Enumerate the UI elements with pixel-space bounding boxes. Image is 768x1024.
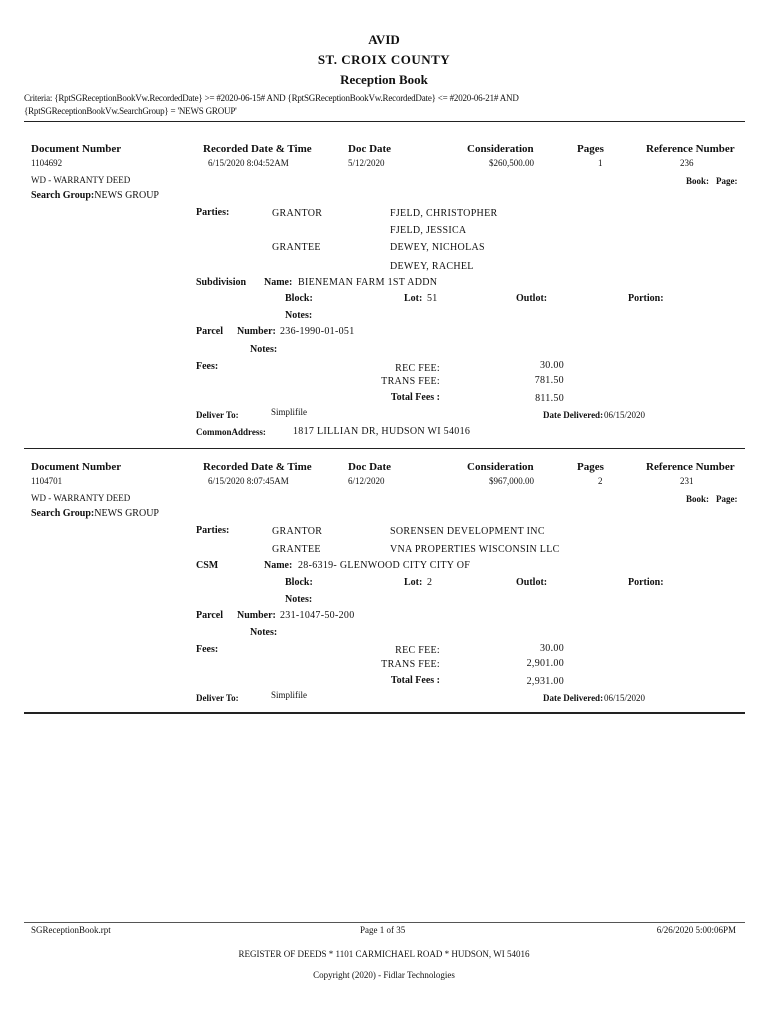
notes-label: Notes:: [285, 594, 313, 605]
fees-label: Fees:: [196, 644, 219, 655]
grantor-name: SORENSEN DEVELOPMENT INC: [390, 526, 545, 537]
rec-fee-label: REC FEE:: [395, 363, 440, 374]
fees-label: Fees:: [196, 361, 219, 372]
doc-date-header: Doc Date: [348, 143, 392, 155]
search-group: [31, 508, 159, 519]
parcel-number: 236-1990-01-051: [280, 326, 355, 337]
recorded-header: Recorded Date & Time: [203, 461, 312, 473]
end-of-records-divider: [24, 712, 745, 714]
doc-type: WD - WARRANTY DEED: [31, 175, 131, 185]
doc-type: WD - WARRANTY DEED: [31, 493, 131, 503]
doc-number-header: Document Number: [31, 461, 122, 473]
search-group-label: Search Group:: [31, 508, 95, 519]
lot-value: 51: [427, 293, 438, 304]
block-label: Block:: [285, 577, 313, 588]
search-group: [31, 190, 159, 201]
total-fees-label: Total Fees :: [390, 392, 440, 403]
deliver-to-label: Deliver To:: [196, 410, 239, 420]
trans-fee-value: 781.50: [534, 375, 564, 386]
county-name: ST. CROIX COUNTY: [317, 52, 451, 67]
copyright: Copyright (2020) - Fidlar Technologies: [313, 970, 455, 980]
outlot-label: Outlot:: [516, 293, 548, 304]
parcel-label: Parcel: [196, 610, 224, 621]
search-group-value: NEWS GROUP: [94, 190, 159, 201]
grantor-role: GRANTOR: [272, 208, 323, 219]
doc-date-header: Doc Date: [348, 461, 392, 473]
grantor-role: GRANTOR: [272, 526, 323, 537]
criteria-line-1: Criteria: {RptSGReceptionBookVw.RecordedDate} >= #2020-06-15# AND {RptSGReceptionBookVw.RecordedDate} <= #2020-06-21# AND: [24, 93, 519, 103]
total-fees-label: Total Fees :: [390, 675, 440, 686]
recorded-datetime: 6/15/2020 8:04:52AM: [208, 158, 289, 168]
notes-label: Notes:: [250, 344, 278, 355]
csm-label: CSM: [196, 560, 219, 571]
name-label: Name:: [264, 277, 293, 288]
common-address-label: CommonAddress:: [196, 427, 266, 437]
doc-date: 6/12/2020: [348, 476, 385, 486]
date-delivered-value: 06/15/2020: [604, 410, 646, 420]
header-divider: [24, 121, 745, 122]
grantor-name: FJELD, CHRISTOPHER: [390, 208, 498, 219]
deliver-to-value: Simplifile: [271, 690, 307, 700]
notes-label: Notes:: [250, 627, 278, 638]
pages-header: Pages: [577, 143, 604, 155]
trans-fee-label: TRANS FEE:: [381, 659, 440, 670]
rec-fee-value: 30.00: [540, 360, 564, 371]
parcel-number-label: Number:: [237, 610, 276, 621]
ref-number-value: 236: [680, 158, 694, 168]
ref-number-value: 231: [680, 476, 694, 486]
office-address: REGISTER OF DEEDS * 1101 CARMICHAEL ROAD * HUDSON, WI 54016: [238, 949, 530, 959]
pages-header: Pages: [577, 461, 604, 473]
grantee-name: DEWEY, NICHOLAS: [390, 242, 485, 253]
doc-number-header: Document Number: [31, 143, 122, 155]
rec-fee-label: REC FEE:: [395, 645, 440, 656]
date-delivered-value: 06/15/2020: [604, 693, 646, 703]
ref-number-header: Reference Number: [646, 143, 735, 155]
doc-number: 1104701: [31, 476, 63, 486]
portion-label: Portion:: [628, 577, 664, 588]
pages-value: 1: [598, 158, 603, 168]
ref-number-header: Reference Number: [646, 461, 735, 473]
printed-timestamp: 6/26/2020 5:00:06PM: [656, 925, 736, 935]
subdivision-name: BIENEMAN FARM 1ST ADDN: [298, 277, 438, 288]
page-label: Page:: [716, 494, 738, 504]
report-title: AVID: [368, 32, 400, 47]
csm-name: 28-6319- GLENWOOD CITY CITY OF: [298, 560, 471, 571]
date-delivered-label: Date Delivered:: [543, 693, 604, 703]
search-group-value: NEWS GROUP: [94, 508, 159, 519]
trans-fee-label: TRANS FEE:: [381, 376, 440, 387]
footer-divider: [24, 922, 745, 923]
notes-label: Notes:: [285, 310, 313, 321]
grantor-name: FJELD, JESSICA: [390, 225, 467, 236]
recorded-datetime: 6/15/2020 8:07:45AM: [208, 476, 289, 486]
consideration-value: $967,000.00: [489, 476, 534, 486]
lot-value: 2: [427, 577, 433, 588]
parties-label: Parties:: [196, 207, 230, 218]
criteria-line-2: {RptSGReceptionBookVw.SearchGroup} = 'NEWS GROUP': [24, 106, 237, 116]
page-indicator: Page 1 of 35: [360, 925, 406, 935]
parcel-number: 231-1047-50-200: [280, 610, 355, 621]
lot-label: Lot:: [404, 293, 423, 304]
portion-label: Portion:: [628, 293, 664, 304]
outlot-label: Outlot:: [516, 577, 548, 588]
search-group-label: Search Group:: [31, 190, 95, 201]
record-divider: [24, 448, 745, 449]
grantee-role: GRANTEE: [272, 242, 321, 253]
pages-value: 2: [598, 476, 603, 486]
name-label: Name:: [264, 560, 293, 571]
doc-number: 1104692: [31, 158, 63, 168]
consideration-header: Consideration: [467, 461, 534, 473]
deliver-to-value: Simplifile: [271, 407, 307, 417]
grantee-name: DEWEY, RACHEL: [390, 261, 474, 272]
date-delivered-label: Date Delivered:: [543, 410, 604, 420]
doc-date: 5/12/2020: [348, 158, 385, 168]
common-address-value: 1817 LILLIAN DR, HUDSON WI 54016: [293, 426, 471, 437]
grantee-name: VNA PROPERTIES WISCONSIN LLC: [390, 544, 560, 555]
lot-label: Lot:: [404, 577, 423, 588]
report-subtitle: Reception Book: [340, 72, 428, 87]
trans-fee-value: 2,901.00: [526, 658, 564, 669]
page-label: Page:: [716, 176, 738, 186]
book-label: Book:: [686, 494, 710, 504]
parties-label: Parties:: [196, 525, 230, 536]
report-file-name: SGReceptionBook.rpt: [31, 925, 111, 935]
block-label: Block:: [285, 293, 313, 304]
grantee-role: GRANTEE: [272, 544, 321, 555]
parcel-label: Parcel: [196, 326, 224, 337]
consideration-value: $260,500.00: [489, 158, 534, 168]
total-fees-value: 2,931.00: [526, 676, 564, 687]
total-fees-value: 811.50: [535, 393, 564, 404]
consideration-header: Consideration: [467, 143, 534, 155]
deliver-to-label: Deliver To:: [196, 693, 239, 703]
subdivision-label: Subdivision: [196, 277, 247, 288]
recorded-header: Recorded Date & Time: [203, 143, 312, 155]
parcel-number-label: Number:: [237, 326, 276, 337]
rec-fee-value: 30.00: [540, 643, 564, 654]
book-label: Book:: [686, 176, 710, 186]
